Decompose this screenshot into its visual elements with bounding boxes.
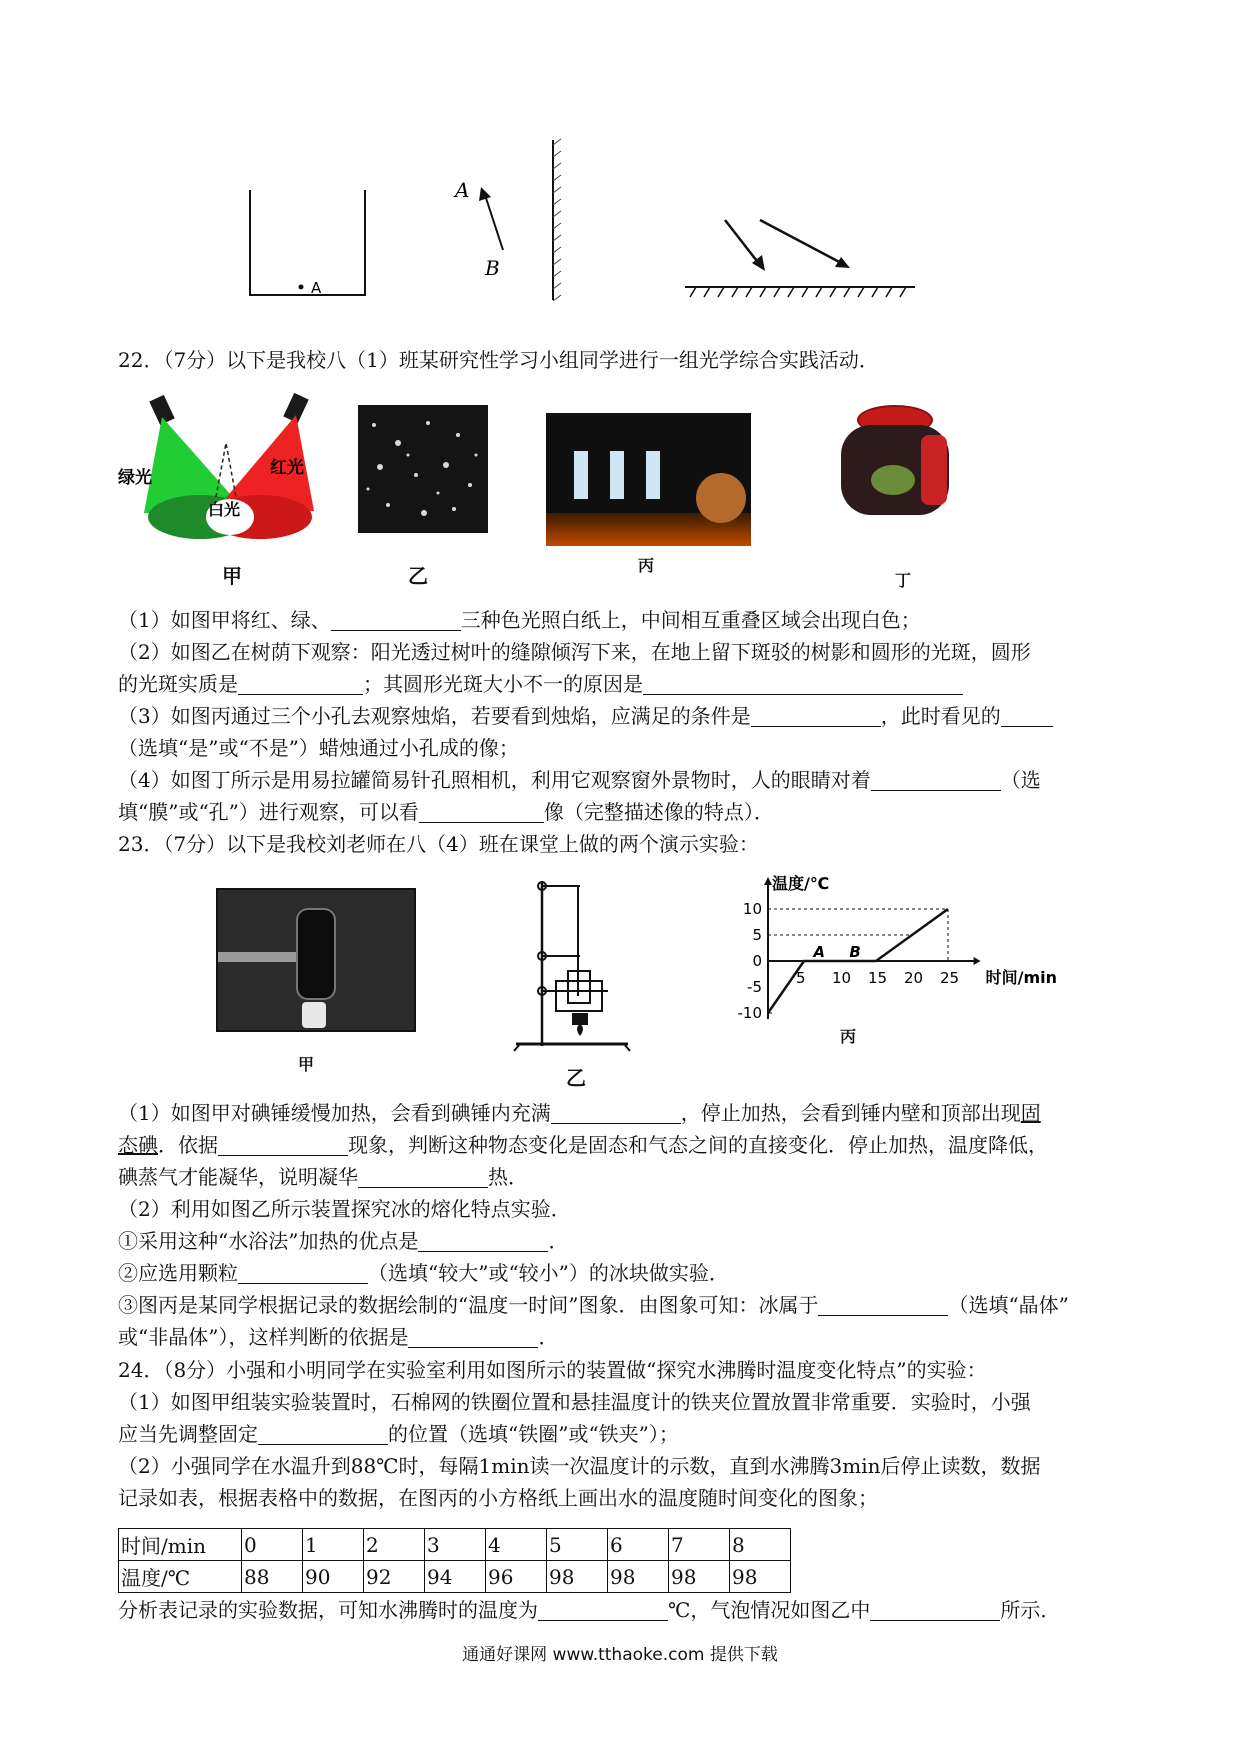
- y-tick-label: 10: [742, 900, 762, 918]
- answer-blank[interactable]: [238, 674, 363, 695]
- q23-caption-yi: 乙: [566, 1066, 586, 1090]
- candle-photo: [546, 413, 751, 546]
- tree-shade-photo: [358, 405, 488, 533]
- table-row: [119, 1561, 791, 1593]
- q23-s1: ①采用这种“水浴法”加热的优点是 ．: [118, 1229, 569, 1253]
- answer-blank[interactable]: [551, 1103, 681, 1124]
- q24-p1-cont: 应当先调整固定 的位置（选填“铁圈”或“铁夹”）；: [118, 1422, 679, 1446]
- table-row: [119, 1529, 791, 1561]
- table-cell: 98: [730, 1561, 791, 1593]
- pinhole-camera-photo: [835, 405, 957, 540]
- temperature-time-chart: [730, 873, 1058, 1033]
- table-cell: 1: [303, 1529, 364, 1561]
- table-cell: 98: [608, 1561, 669, 1593]
- y-tick-label: 0: [752, 952, 762, 970]
- q22-p3: （3）如图丙通过三个小孔去观察烛焰，若要看到烛焰，应满足的条件是 ，此时看见的: [118, 704, 1053, 728]
- answer-blank[interactable]: [258, 1424, 388, 1445]
- x-axis-arrow: [974, 957, 981, 965]
- answer-blank[interactable]: [218, 1135, 348, 1156]
- y-tick-label: -10: [737, 1004, 762, 1022]
- y-tick-label: 5: [752, 926, 762, 944]
- q22-p4: （4）如图丁所示是用易拉罐简易针孔照相机，利用它观察窗外景物时，人的眼睛对着 （选: [118, 768, 1041, 792]
- table-cell: 温度/℃: [119, 1561, 242, 1593]
- arrow-label-a: A: [455, 178, 470, 202]
- answer-blank[interactable]: [751, 706, 881, 727]
- q23-heading: 23．（7分）以下是我校刘老师在八（4）班在课堂上做的两个演示实验：: [118, 832, 759, 856]
- q24-p3: 分析表记录的实验数据，可知水沸腾时的温度为 ℃，气泡情况如图乙中 所示．: [118, 1598, 1061, 1622]
- table-cell: 92: [364, 1561, 425, 1593]
- q23-p1-cont: 态碘．依据 现象，判断这种物态变化是固态和气态之间的直接变化．停止加热，温度降低，: [118, 1133, 1048, 1157]
- answer-blank[interactable]: [408, 1327, 538, 1348]
- table-cell: 0: [242, 1529, 303, 1561]
- table-cell: 2: [364, 1529, 425, 1561]
- answer-blank[interactable]: [331, 610, 461, 631]
- x-tick-label: 25: [940, 969, 960, 987]
- answer-blank[interactable]: [870, 1600, 1000, 1621]
- q22-heading: 22．（7分）以下是我校八（1）班某研究性学习小组同学进行一组光学综合实践活动．: [118, 348, 879, 372]
- table-cell: 8: [730, 1529, 791, 1561]
- q23-caption-jia: 甲: [298, 1055, 315, 1074]
- q23-p1: （1）如图甲对碘锤缓慢加热，会看到碘锤内充满 ，停止加热，会看到锤内壁和顶部出现固: [118, 1101, 1041, 1125]
- answer-blank[interactable]: [643, 674, 963, 695]
- q23-s2: ②应选用颗粒 （选填“较大”或“较小”）的冰块做实验．: [118, 1261, 729, 1285]
- answer-blank[interactable]: [358, 1167, 488, 1188]
- green-light-label: 绿光: [118, 468, 152, 488]
- beaker-figure: [245, 185, 375, 300]
- y-tick-label: -5: [747, 978, 762, 996]
- x-tick-label: 20: [904, 969, 924, 987]
- table-cell: 98: [669, 1561, 730, 1593]
- answer-blank[interactable]: [1001, 706, 1053, 727]
- table-cell: 5: [547, 1529, 608, 1561]
- answer-blank[interactable]: [538, 1600, 668, 1621]
- x-axis-label: 时间/min: [985, 968, 1058, 987]
- point-a-label: A: [311, 279, 322, 297]
- ice-melting-apparatus: [512, 876, 636, 1054]
- table-cell: 4: [486, 1529, 547, 1561]
- red-light-label: 红光: [270, 458, 304, 478]
- q23-s3-cont: 或“非晶体”），这样判断的依据是 ．: [118, 1325, 559, 1349]
- x-tick-label: 5: [796, 969, 806, 987]
- q24-p2: （2）小强同学在水温升到88℃时，每隔1min读一次温度计的示数，直到水沸腾3min后停止读数，数据: [118, 1454, 1041, 1478]
- table-cell: 90: [303, 1561, 364, 1593]
- answer-blank[interactable]: [238, 1263, 368, 1284]
- q23-p1-cont2: 碘蒸气才能凝华，说明凝华 热．: [118, 1165, 528, 1189]
- footer-text: 通通好课网 www.tthaoke.com 提供下载: [462, 1645, 778, 1665]
- boiling-data-table: [118, 1528, 791, 1593]
- arrow-label-b: B: [485, 256, 500, 280]
- color-light-figure: [118, 393, 328, 553]
- table-cell: 时间/min: [119, 1529, 242, 1561]
- table-cell: 96: [486, 1561, 547, 1593]
- x-tick-label: 15: [868, 969, 888, 987]
- q22-caption-ding: 丁: [895, 571, 912, 590]
- answer-blank[interactable]: [871, 770, 1001, 791]
- q23-s3: ③图丙是某同学根据记录的数据绘制的“温度一时间”图象．由图象可知：冰属于 （选填“晶体”: [118, 1293, 1069, 1317]
- table-cell: 94: [425, 1561, 486, 1593]
- q22-caption-yi: 乙: [408, 564, 428, 588]
- q22-p4-cont: 填“膜”或“孔”）进行观察，可以看 像（完整描述像的特点）．: [118, 800, 774, 824]
- mirror-arrow-figure: [445, 135, 575, 305]
- q22-p2-cont: 的光斑实质是 ；其圆形光斑大小不一的原因是: [118, 672, 963, 696]
- table-cell: 7: [669, 1529, 730, 1561]
- y-axis-arrow: [764, 877, 772, 885]
- y-axis-label: 温度/℃: [772, 874, 830, 893]
- table-cell: 3: [425, 1529, 486, 1561]
- answer-blank[interactable]: [818, 1295, 948, 1316]
- q22-caption-jia: 甲: [222, 564, 242, 588]
- point-b-label: B: [849, 943, 861, 961]
- reflection-rays-figure: [680, 215, 920, 305]
- answer-blank[interactable]: [419, 802, 544, 823]
- q24-p2-cont: 记录如表，根据表格中的数据，在图丙的小方格纸上画出水的温度随时间变化的图象；: [118, 1486, 878, 1510]
- table-cell: 6: [608, 1529, 669, 1561]
- table-cell: 88: [242, 1561, 303, 1593]
- q23-p2: （2）利用如图乙所示装置探究冰的熔化特点实验．: [118, 1197, 571, 1221]
- q24-heading: 24．（8分）小强和小明同学在实验室利用如图所示的装置做“探究水沸腾时温度变化特点”的实验：: [118, 1358, 987, 1382]
- point-a-label: A: [813, 943, 826, 961]
- q23-caption-bing: 丙: [840, 1027, 857, 1046]
- q22-p3-cont: （选填“是”或“不是”）蜡烛通过小孔成的像；: [118, 736, 519, 760]
- q22-caption-bing: 丙: [638, 556, 655, 575]
- x-tick-label: 10: [832, 969, 852, 987]
- q24-p1: （1）如图甲组装实验装置时，石棉网的铁圈位置和悬挂温度计的铁夹位置放置非常重要．实验时，小强: [118, 1390, 1031, 1414]
- table-cell: 98: [547, 1561, 608, 1593]
- q22-p1: （1）如图甲将红、绿、 三种色光照白纸上，中间相互重叠区域会出现白色；: [118, 608, 921, 632]
- answer-blank[interactable]: [418, 1231, 548, 1252]
- iodine-hammer-photo: [216, 888, 416, 1032]
- q22-p2: （2）如图乙在树荫下观察：阳光透过树叶的缝隙倾泻下来，在地上留下斑驳的树影和圆形的光斑，圆形: [118, 640, 1031, 664]
- white-light-label: 白光: [208, 500, 241, 519]
